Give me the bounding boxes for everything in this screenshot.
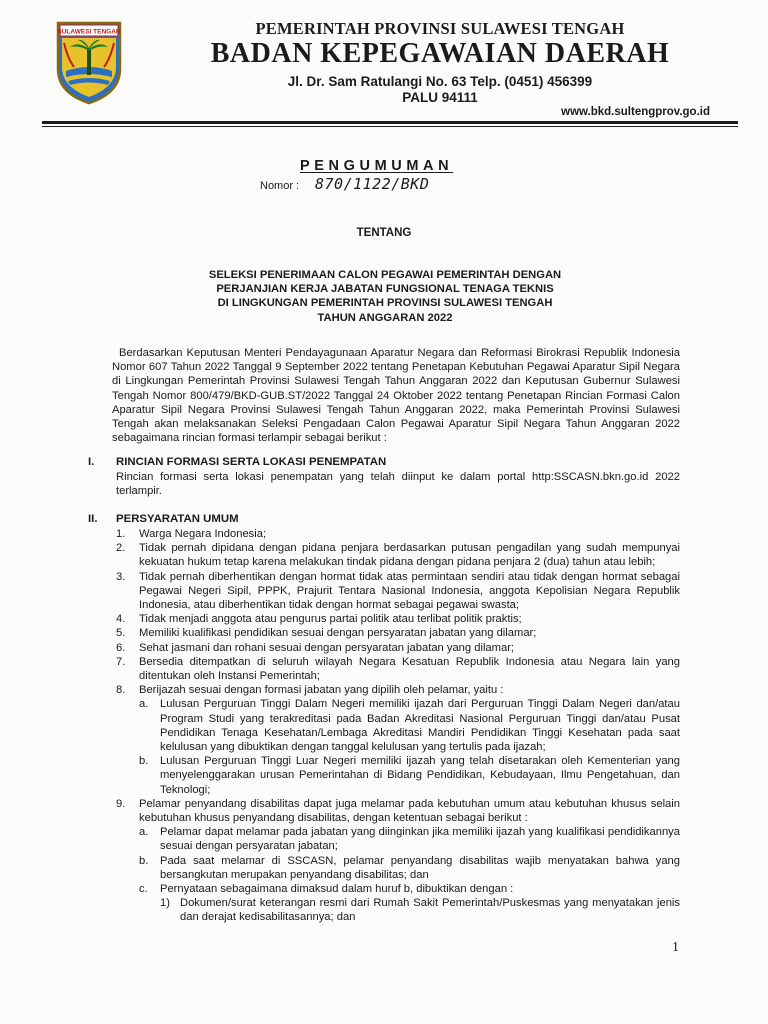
letterhead-divider-thin: [42, 126, 738, 127]
list-subitem: b. Lulusan Perguruan Tinggi Luar Negeri memiliki ijazah yang telah disetarakan oleh Kementerian yang menyelenggarakan urusan Pemerintahan di Bidang Pendidikan, Kebudayaan, Ilmu Pengetahuan, dan Teknologi;: [139, 755, 680, 796]
list-item: 1. Warga Negara Indonesia;: [116, 528, 267, 540]
letterhead-website: www.bkd.sultengprov.go.id: [561, 106, 710, 118]
subject-line: DI LINGKUNGAN PEMERINTAH PROVINSI SULAWESI TENGAH: [217, 297, 553, 310]
list-subitem: c. Pernyataan sebagaimana dimaksud dalam huruf b, dibuktikan dengan :: [139, 883, 514, 896]
province-emblem-logo: [54, 19, 124, 105]
intro-paragraph: Berdasarkan Keputusan Menteri Pendayagunaan Aparatur Negara dan Reformasi Birokrasi Republik Indonesia Nomor 607 Tahun 2022 Tanggal 9 September 2022 tentang Penetapan Kebutuhan Pegawai Aparatur Sipil Negara di Lingkungan Pemerintah Provinsi Sulawesi Tengah Tahun Anggaran 2022 dan Keputusan Gubernur Sulawesi Tengah Nomor 800/479/BKD-GUB.ST/2022 Tanggal 24 Oktober 2022 tentang Penetapan Rincian Formasi Calon Aparatur Sipil Negara Provinsi Sulawesi Tengah Tahun Anggaran 2022, maka Pemerintah Provinsi Sulawesi Tengah akan melaksanakan Seleksi Pengadaan Calon Pegawai Aparatur Sipil Negara Tahun Anggaran 2022 sebagaimana rincian formasi terlampir sebagai berikut :: [112, 347, 680, 445]
section-2-number: II.: [88, 513, 98, 525]
list-item: 8. Berijazah sesuai dengan formasi jabatan yang dipilih oleh pelamar, yaitu :: [116, 684, 504, 697]
subject-line: TAHUN ANGGARAN 2022: [317, 311, 453, 324]
section-2-title: PERSYARATAN UMUM: [116, 513, 239, 525]
list-item: 4. Tidak menjadi anggota atau pengurus partai politik atau terlibat politik praktis;: [116, 613, 522, 626]
list-subitem: a. Lulusan Perguruan Tinggi Dalam Negeri memiliki ijazah dari Perguruan Tinggi Dalam Negeri dan/atau Program Studi yang terakreditasi pada Badan Akreditasi Nasional Perguruan Tinggi dan/atau Pusat Pendidikan Tenaga Kesehatan/Lembaga Akreditasi Mandiri Pendidikan Tinggi Kesehatan pada saat kelulusan yang dibuktikan dengan tanggal kelulusan yang tertulis pada ijazah;: [139, 698, 680, 754]
list-subitem: a. Pelamar dapat melamar pada jabatan yang diinginkan jika memiliki ijazah yang kualifikasi pendidikannya sesuai dengan persyaratan jabatan;: [139, 826, 680, 853]
list-item: 5. Memiliki kualifikasi pendidikan sesuai dengan persyaratan jabatan yang dilamar;: [116, 627, 537, 640]
section-1-number: I.: [88, 456, 95, 468]
letterhead-agency-name: BADAN KEPEGAWAIAN DAERAH: [210, 38, 670, 69]
list-item: 6. Sehat jasmani dan rohani sesuai dengan persyaratan jabatan yang dilamar;: [116, 641, 515, 654]
list-subsubitem: 1) Dokumen/surat keterangan resmi dari Rumah Sakit Pemerintah/Puskesmas yang menyatakan jenis dan derajat kedisabilitasannya; dan: [160, 897, 680, 924]
announcement-subject: [150, 268, 620, 325]
list-item: 2. Tidak pernah dipidana dengan pidana penjara berdasarkan putusan pengadilan yang sudah mempunyai kekuatan hukum tetap karena melakukan tindak pidana dengan pidana penjara 2 (dua) tahun atau lebih;: [116, 542, 680, 569]
subject-line: PERJANJIAN KERJA JABATAN FUNGSIONAL TENAGA TEKNIS: [216, 283, 554, 296]
svg-text:SULAWESI TENGAH: SULAWESI TENGAH: [57, 28, 121, 36]
list-subitem: b. Pada saat melamar di SSCASN, pelamar penyandang disabilitas wajib menyatakan bahwa yang bersangkutan merupakan penyandang disabilitas; dan: [139, 854, 680, 881]
list-item: 9. Pelamar penyandang disabilitas dapat juga melamar pada kebutuhan umum atau kebutuhan khusus selain kebutuhan khusus penyandang disabilitas, dengan ketentuan sebagai berikut :: [116, 797, 680, 825]
subject-line: SELEKSI PENERIMAAN CALON PEGAWAI PEMERINTAH DENGAN: [208, 269, 562, 281]
page-number: 1: [672, 940, 679, 955]
nomor-value-handwritten: 870/1122/BKD: [315, 175, 430, 193]
letterhead-divider-thick: [42, 121, 738, 124]
list-item: 7. Bersedia ditempatkan di seluruh wilayah Negara Kesatuan Republik Indonesia atau Negara lain yang ditentukan oleh Instansi Pemerintah;: [116, 655, 680, 683]
requirements-list: [116, 527, 680, 925]
section-1-body: Rincian formasi serta lokasi penempatan yang telah diinput ke dalam portal http:SSCASN.bkn.go.id 2022 terlampir.: [116, 471, 680, 498]
letterhead-city: PALU 94111: [402, 90, 478, 105]
letterhead-address: Jl. Dr. Sam Ratulangi No. 63 Telp. (0451) 456399: [287, 74, 593, 89]
section-1-title: RINCIAN FORMASI SERTA LOKASI PENEMPATAN: [116, 456, 387, 468]
tentang-heading: TENTANG: [356, 227, 412, 239]
letterhead-government-name: PEMERINTAH PROVINSI SULAWESI TENGAH: [255, 19, 625, 38]
announcement-title: PENGUMUMAN: [300, 158, 454, 174]
nomor-label: Nomor :: [260, 180, 300, 192]
list-item: 3. Tidak pernah diberhentikan dengan hormat tidak atas permintaan sendiri atau tidak dengan hormat sebagai Pegawai Negeri Sipil, PPPK, Prajurit Tentara Nasional Indonesia, anggota Kepolisian Negara Republik Indonesia, atau diberhentikan tidak dengan hormat sebagai pegawai swasta;: [116, 570, 680, 612]
